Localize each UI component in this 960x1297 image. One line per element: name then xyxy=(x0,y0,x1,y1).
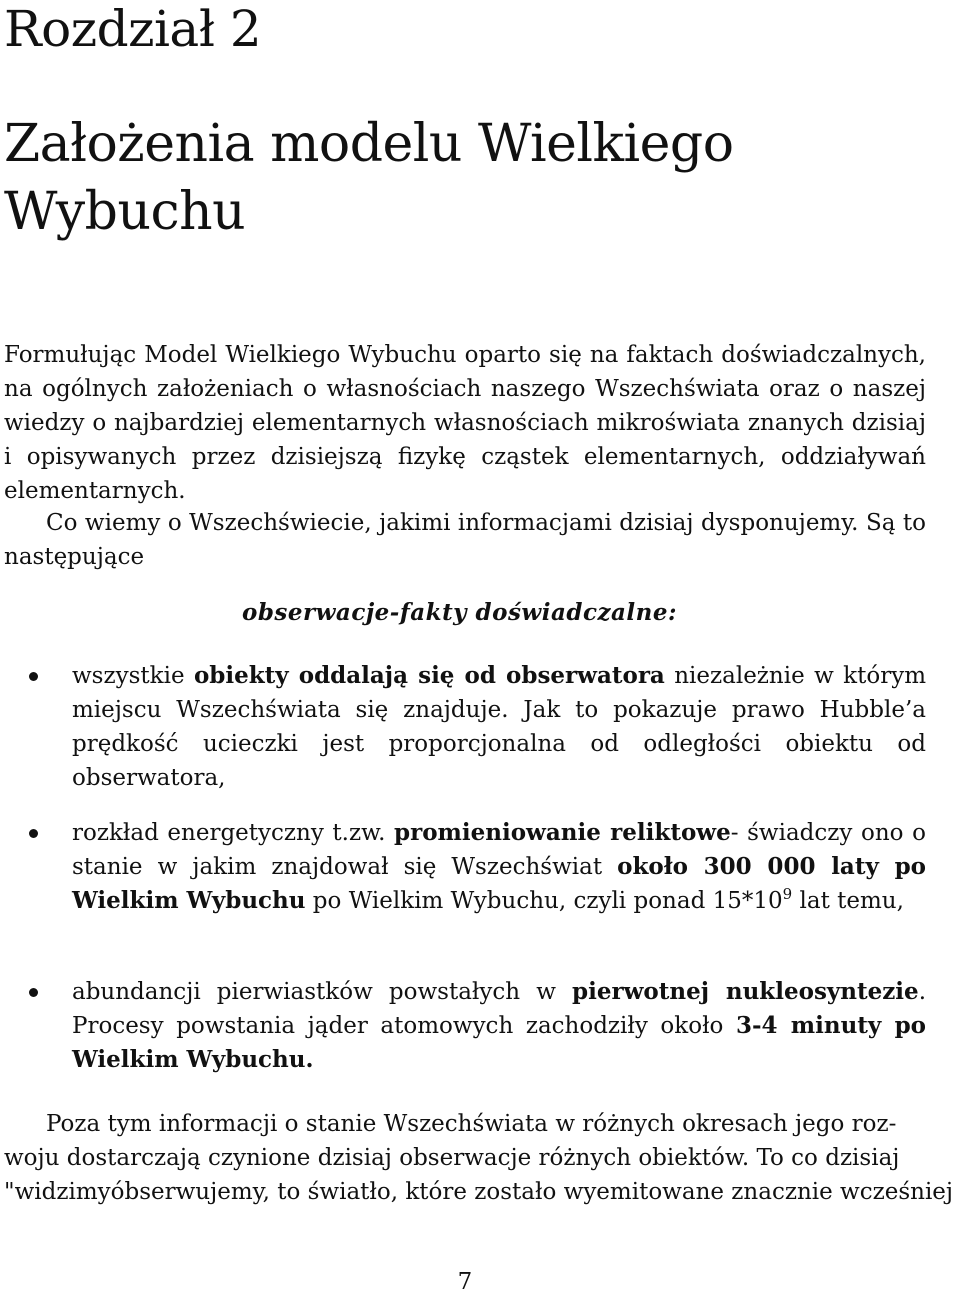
text-run: niezależnie w którym miejscu Wszechświata się znajduje. Jak to pokazuje prawo Hubble’a prędkość ucieczki jest proporcjonalna od odległości obiektu od obserwatora, xyxy=(72,663,926,791)
chapter-title: Założenia modelu Wielkiego Wybuchu xyxy=(4,114,734,242)
bold-text-run: pierwotnej nukleosyntezie xyxy=(572,978,919,1005)
list-item-text xyxy=(72,659,926,795)
exponent: 9 xyxy=(782,885,793,903)
text-run: - świadczy ono o stanie w jakim znajdował się Wszechświat xyxy=(72,820,926,880)
bullet-icon xyxy=(29,672,38,681)
facts-heading: obserwacje-fakty doświadczalne: xyxy=(242,599,678,626)
text-run: . Procesy powstania jąder atomowych zachodziły około xyxy=(72,979,926,1039)
closing-paragraph xyxy=(4,1107,960,1209)
list-item xyxy=(22,975,926,1077)
text-run: rozkład energetyczny t.zw. xyxy=(72,820,394,846)
text-run: abundancji pierwiastków powstałych w xyxy=(72,979,573,1005)
bold-text-run: obiekty oddalają się od obserwatora xyxy=(193,662,665,689)
list-item-text xyxy=(72,816,926,918)
bullet-icon xyxy=(29,829,38,838)
bold-text-run: 3-4 minuty po Wielkim Wybuchu. xyxy=(72,1012,926,1073)
bold-text-run: około 300 000 laty po Wielkim Wybuchu xyxy=(72,853,926,914)
question-paragraph: Co wiemy o Wszechświecie, jakimi informacjami dzisiaj dysponujemy. Są to następujące xyxy=(4,510,926,570)
list-item-text xyxy=(72,975,926,1077)
bold-text-run: promieniowanie reliktowe xyxy=(394,819,731,846)
page-number: 7 xyxy=(457,1269,473,1295)
text-run: wszystkie xyxy=(72,663,194,689)
closing-line: "widzimyóbserwujemy, to światło, które zostało wyemitowane znacznie wcześniej xyxy=(4,1179,954,1205)
list-item xyxy=(22,659,926,795)
intro-paragraph: Formułując Model Wielkiego Wybuchu oparto się na faktach doświadczalnych, na ogólnych założeniach o własnościach naszego Wszechświata oraz o naszej wiedzy o najbardziej elementarnych własnościach mikroświata znanych dzisiaj i opisywanych przez dzisiejszą fizykę cząstek elementarnych, oddziaływań elementarnych. xyxy=(4,342,926,504)
closing-line: woju dostarczają czynione dzisiaj obserwacje różnych obiektów. To co dzisiaj xyxy=(4,1145,900,1171)
closing-line: Poza tym informacji o stanie Wszechświata w różnych okresach jego roz- xyxy=(46,1111,897,1137)
text-run: po Wielkim Wybuchu, czyli ponad 15*10 xyxy=(305,888,783,914)
list-item xyxy=(22,816,926,918)
bullet-icon xyxy=(29,988,38,997)
text-run: lat temu, xyxy=(792,888,904,914)
chapter-label: Rozdział 2 xyxy=(4,0,262,58)
